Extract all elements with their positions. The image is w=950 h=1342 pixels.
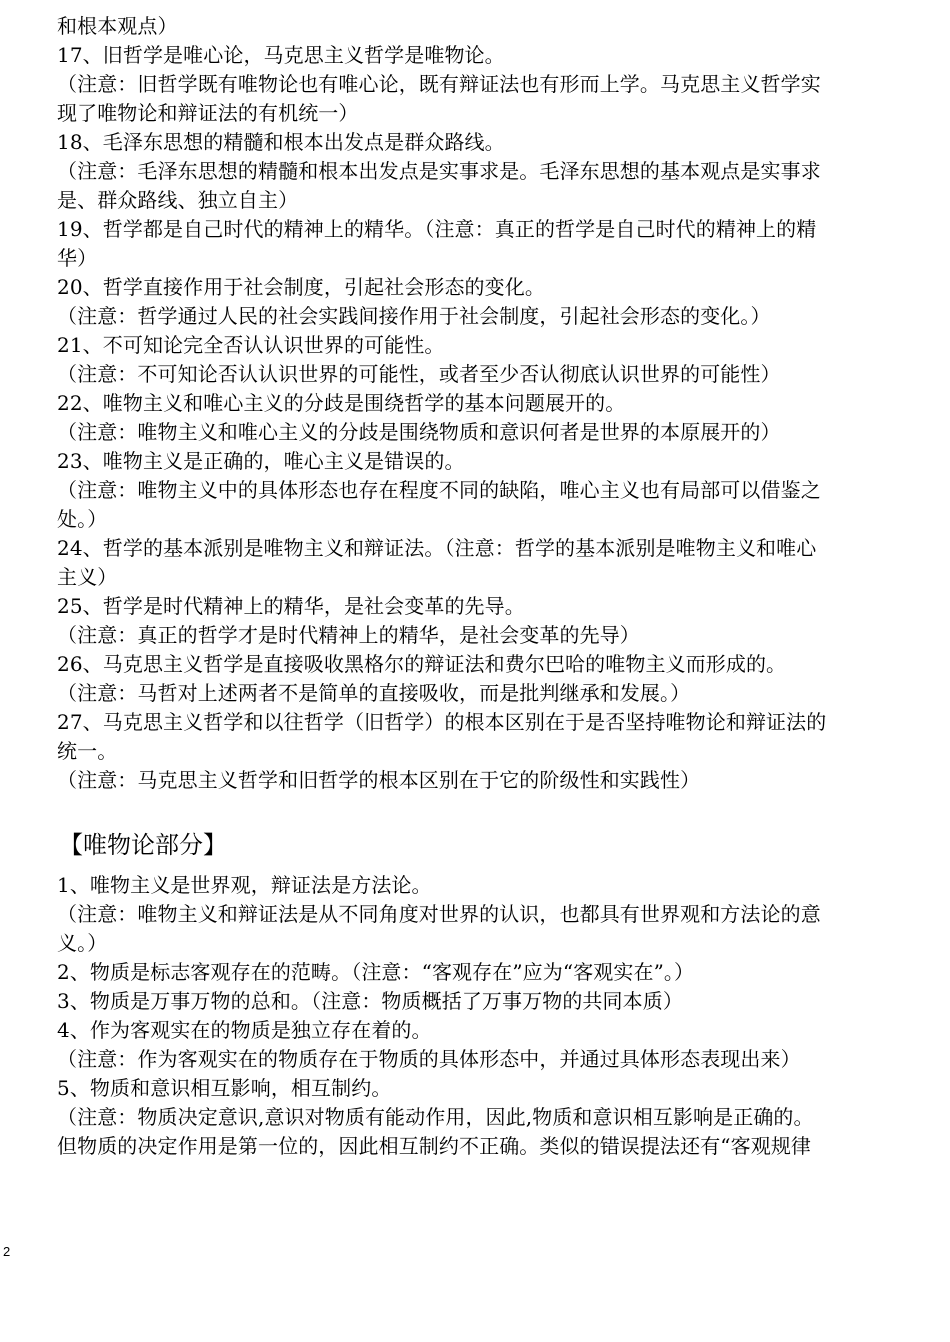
section-materialism [57, 829, 902, 1161]
text-line: 华） [57, 246, 98, 270]
text-line: 19、哲学都是自己时代的精神上的精华。（注意：真正的哲学是自己时代的精神上的精 [57, 217, 817, 241]
text-line: 21、不可知论完全否认认识世界的可能性。 [57, 333, 445, 357]
text-line: （注意：物质决定意识,意识对物质有能动作用，因此,物质和意识相互影响是正确的。 [57, 1105, 814, 1129]
text-line: 3、物质是万事万物的总和。（注意：物质概括了万事万物的共同本质） [57, 989, 683, 1013]
text-line: 27、马克思主义哲学和以往哲学（旧哲学）的根本区别在于是否坚持唯物论和辩证法的 [57, 710, 827, 734]
section-philosophy-notes [57, 12, 902, 795]
text-line: 24、哲学的基本派别是唯物主义和辩证法。（注意：哲学的基本派别是唯物主义和唯心 [57, 536, 817, 560]
text-line: 和根本观点） [57, 14, 178, 38]
text-line: （注意：不可知论否认认识世界的可能性，或者至少否认彻底认识世界的可能性） [57, 362, 781, 386]
text-line: （注意：唯物主义中的具体形态也存在程度不同的缺陷，唯心主义也有局部可以借鉴之 [57, 478, 821, 502]
text-line: 2、物质是标志客观存在的范畴。（注意：“客观存在”应为“客观实在”。） [57, 960, 695, 984]
text-line: 5、物质和意识相互影响，相互制约。 [57, 1076, 392, 1100]
text-line: 义。） [57, 931, 108, 955]
text-line: 现了唯物论和辩证法的有机统一） [57, 101, 359, 125]
text-line: （注意：唯物主义和辩证法是从不同角度对世界的认识，也都具有世界观和方法论的意 [57, 902, 821, 926]
section-gap [57, 795, 902, 829]
text-line: （注意：真正的哲学才是时代精神上的精华，是社会变革的先导） [57, 623, 640, 647]
text-line: 处。） [57, 507, 108, 531]
text-line: 26、马克思主义哲学是直接吸收黑格尔的辩证法和费尔巴哈的唯物主义而形成的。 [57, 652, 787, 676]
text-line: 18、毛泽东思想的精髓和根本出发点是群众路线。 [57, 130, 505, 154]
text-line: 但物质的决定作用是第一位的，因此相互制约不正确。类似的错误提法还有“客观规律 [57, 1134, 812, 1158]
text-line: 20、哲学直接作用于社会制度，引起社会形态的变化。 [57, 275, 545, 299]
text-line: 4、作为客观实在的物质是独立存在着的。 [57, 1018, 432, 1042]
text-line: （注意：旧哲学既有唯物论也有唯心论，既有辩证法也有形而上学。马克思主义哲学实 [57, 72, 821, 96]
page-number: 2 [3, 1244, 11, 1259]
text-line: 23、唯物主义是正确的，唯心主义是错误的。 [57, 449, 465, 473]
text-line: 1、唯物主义是世界观，辩证法是方法论。 [57, 873, 432, 897]
text-line: （注意：哲学通过人民的社会实践间接作用于社会制度，引起社会形态的变化。） [57, 304, 771, 328]
text-line: （注意：马克思主义哲学和旧哲学的根本区别在于它的阶级性和实践性） [57, 768, 701, 792]
text-line: 是、群众路线、独立自主） [57, 188, 299, 212]
section-heading: 【唯物论部分】 [59, 831, 227, 859]
text-line: 17、旧哲学是唯心论，马克思主义哲学是唯物论。 [57, 43, 505, 67]
text-line: 22、唯物主义和唯心主义的分歧是围绕哲学的基本问题展开的。 [57, 391, 626, 415]
document-page [57, 12, 902, 1161]
text-line: 25、哲学是时代精神上的精华，是社会变革的先导。 [57, 594, 525, 618]
text-line: （注意：唯物主义和唯心主义的分歧是围绕物质和意识何者是世界的本原展开的） [57, 420, 781, 444]
text-line: 主义） [57, 565, 118, 589]
text-line: （注意：马哲对上述两者不是简单的直接吸收，而是批判继承和发展。） [57, 681, 691, 705]
text-line: 统一。 [57, 739, 118, 763]
text-line: （注意：作为客观实在的物质存在于物质的具体形态中，并通过具体形态表现出来） [57, 1047, 801, 1071]
text-line: （注意：毛泽东思想的精髓和根本出发点是实事求是。毛泽东思想的基本观点是实事求 [57, 159, 821, 183]
